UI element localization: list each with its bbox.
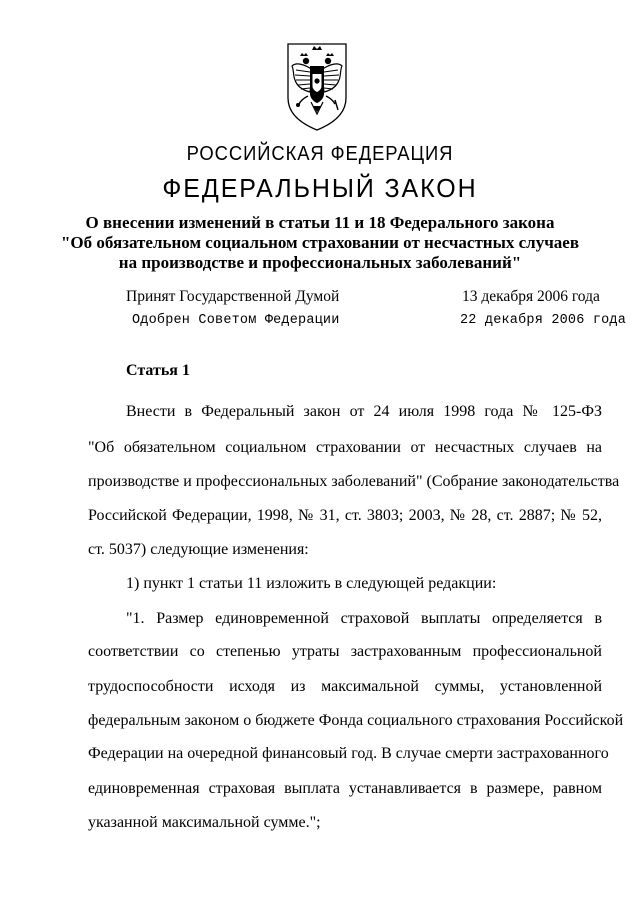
- law-type-heading: ФЕДЕРАЛЬНЫЙ ЗАКОН: [162, 173, 478, 203]
- article-text-line: 1) пункт 1 статьи 11 изложить в следующей редакции:: [126, 575, 497, 592]
- adoption-row-council: [126, 313, 627, 335]
- country-name: РОССИЙСКАЯ ФЕДЕРАЦИЯ: [186, 143, 454, 165]
- adoption-date: 22 декабря 2006 года: [460, 313, 627, 328]
- adoption-label: Принят Государственной Думой: [126, 288, 340, 305]
- article-text-line: Российской Федерации, 1998, № 31, ст. 3803; 2003, № 28, ст. 2887; № 52,: [88, 507, 602, 524]
- article-text-line: указанной максимальной сумме.";: [88, 814, 321, 831]
- law-title-line: на производстве и профессиональных заболеваний": [118, 253, 522, 272]
- article-text-line: производстве и профессиональных заболеваний" (Собрание законодательства: [88, 473, 620, 490]
- adoption-row-duma: [126, 288, 616, 310]
- adoption-label: Одобрен Советом Федерации: [132, 313, 340, 328]
- adoption-date: 13 декабря 2006 года: [462, 288, 600, 305]
- law-title-line: "Об обязательном социальном страховании от несчастных случаев: [60, 233, 580, 252]
- coat-of-arms-emblem: [282, 40, 352, 132]
- article-text-line: Федерации на очередной финансовый год. В случае смерти застрахованного: [88, 745, 609, 762]
- law-title: [60, 213, 580, 273]
- article-text-line: федеральным законом о бюджете Фонда социального страхования Российской: [88, 712, 624, 729]
- article-text-line: единовременная страховая выплата устанавливается в размере, равном: [88, 780, 602, 797]
- article-text-line: соответствии со степенью утраты застрахованным профессиональной: [88, 643, 602, 660]
- article-text-line: Внести в Федеральный закон от 24 июля 1998 года № 125-ФЗ: [126, 403, 602, 420]
- article-text-line: ст. 5037) следующие изменения:: [88, 541, 309, 558]
- article-heading: Статья 1: [126, 362, 190, 379]
- article-text-line: "1. Размер единовременной страховой выплаты определяется в: [126, 610, 602, 627]
- law-title-line: О внесении изменений в статьи 11 и 18 Федерального закона: [85, 213, 555, 232]
- article-text-line: "Об обязательном социальном страховании от несчастных случаев на: [88, 439, 602, 456]
- article-text-line: трудоспособности исходя из максимальной суммы, установленной: [88, 678, 602, 695]
